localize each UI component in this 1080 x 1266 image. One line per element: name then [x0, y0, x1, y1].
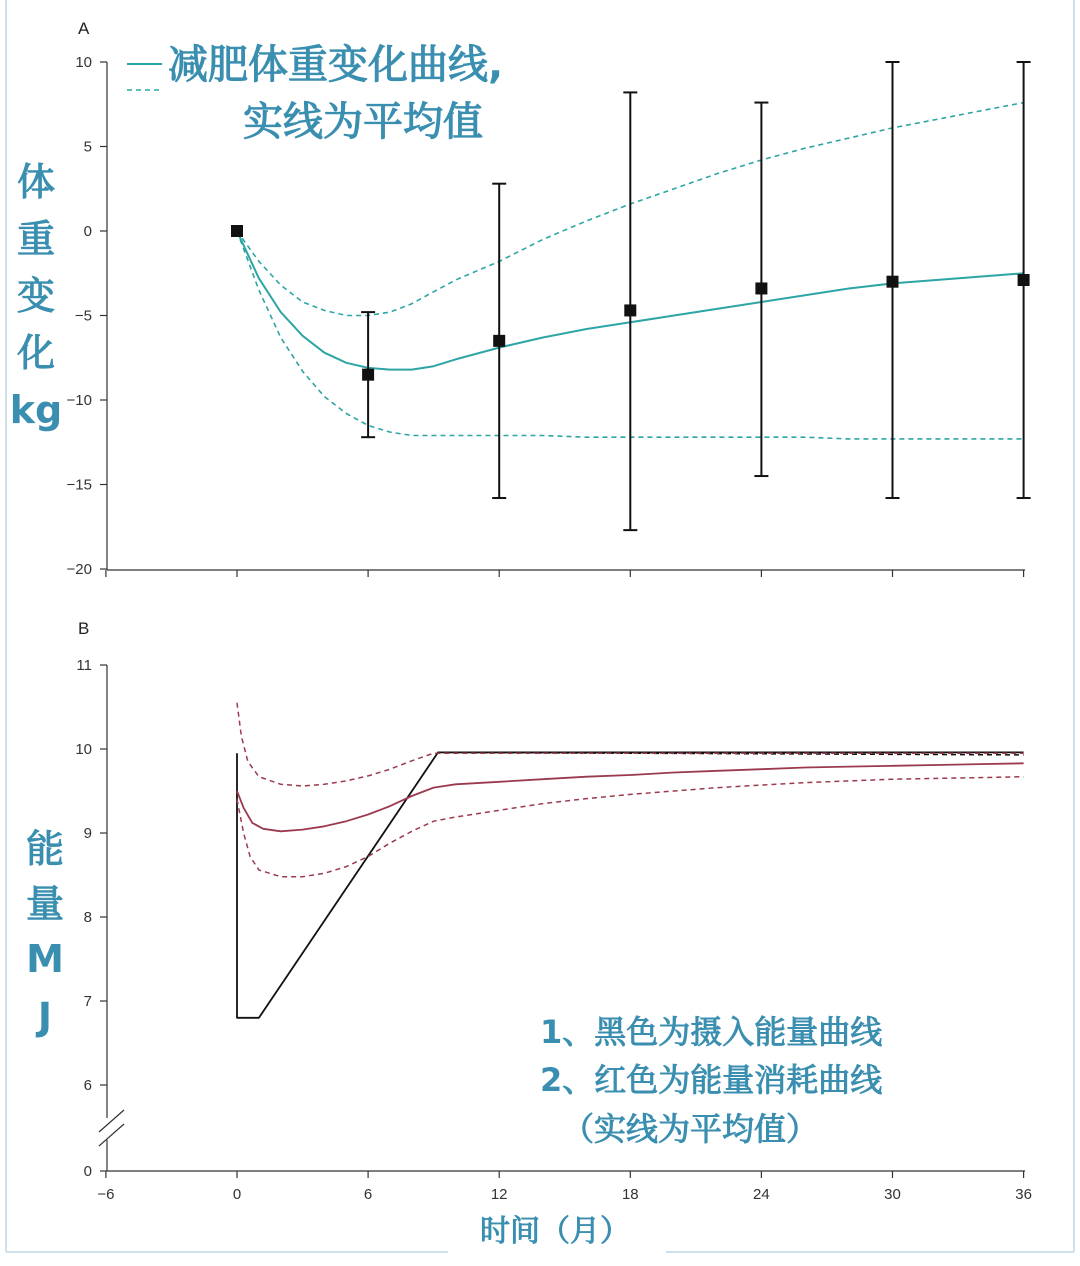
legend-text-line-1: 减肥体重变化曲线,: [168, 42, 504, 88]
panel-b-y-tick-label: 7: [83, 993, 92, 1010]
panel-a-y-tick-label: 0: [83, 223, 92, 240]
panel-a-y-tick-label: 10: [75, 54, 92, 71]
panel-a-data-point: [493, 335, 505, 347]
panel-b-y-tick-label: 9: [83, 825, 92, 842]
panel-a-y-tick-label: −5: [74, 307, 92, 325]
panel-a-y-axis-label: kg: [9, 388, 63, 432]
panel-a-data-point: [362, 369, 374, 381]
panel-a-y-tick-label: −20: [66, 561, 92, 578]
panel-b-note-line: （实线为平均值）: [562, 1110, 819, 1148]
legend-text-line-2: 实线为平均值: [243, 99, 483, 145]
panel-a-y-tick-label: 5: [83, 138, 92, 156]
panel-b-x-tick-label: −6: [97, 1186, 115, 1203]
panel-b-y-axis-label: M: [26, 937, 64, 981]
panel-b-y-axis-label: 量: [25, 882, 65, 926]
panel-a-data-point: [231, 225, 243, 237]
panel-b-x-tick-label: 36: [1015, 1186, 1032, 1203]
panel-a-y-tick-label: −10: [66, 392, 92, 409]
panel-b-note-line: 2、红色为能量消耗曲线: [540, 1061, 883, 1099]
x-axis-label: 时间（月）: [480, 1214, 630, 1249]
panel-a-data-point: [624, 304, 636, 316]
panel-b-label: B: [78, 619, 90, 638]
panel-b-y-tick-label: 8: [83, 909, 92, 926]
panel-b-y-axis-label: J: [37, 995, 53, 1039]
panel-b-y-axis-label: 能: [25, 827, 65, 871]
panel-a-data-point: [887, 276, 899, 288]
panel-a-y-axis-label: 体: [16, 160, 56, 204]
panel-b-x-tick-label: 30: [884, 1186, 901, 1203]
panel-b-y-tick-label: 6: [83, 1077, 92, 1094]
panel-a-data-point: [755, 282, 767, 294]
panel-b-x-tick-label: 6: [363, 1186, 373, 1203]
panel-b-x-tick-label: 18: [621, 1186, 639, 1203]
panel-b-x-tick-label: 0: [232, 1186, 242, 1203]
panel-b-x-tick-label: 12: [490, 1186, 508, 1203]
panel-b-y-tick-label: 10: [75, 741, 92, 758]
panel-a-data-point: [1018, 274, 1030, 286]
panel-b-y-tick-label: 0: [83, 1163, 92, 1180]
panel-a-y-axis-label: 重: [16, 217, 56, 261]
panel-a-y-axis-label: 变: [16, 274, 56, 318]
panel-a-y-axis-label: 化: [16, 331, 56, 375]
panel-b-y-tick-label: 11: [76, 657, 92, 674]
panel-b-x-tick-label: 24: [753, 1186, 770, 1203]
panel-a-y-tick-label: −15: [66, 476, 92, 494]
panel-a-label: A: [78, 19, 90, 38]
panel-b-note-line: 1、黑色为摄入能量曲线: [540, 1013, 883, 1051]
